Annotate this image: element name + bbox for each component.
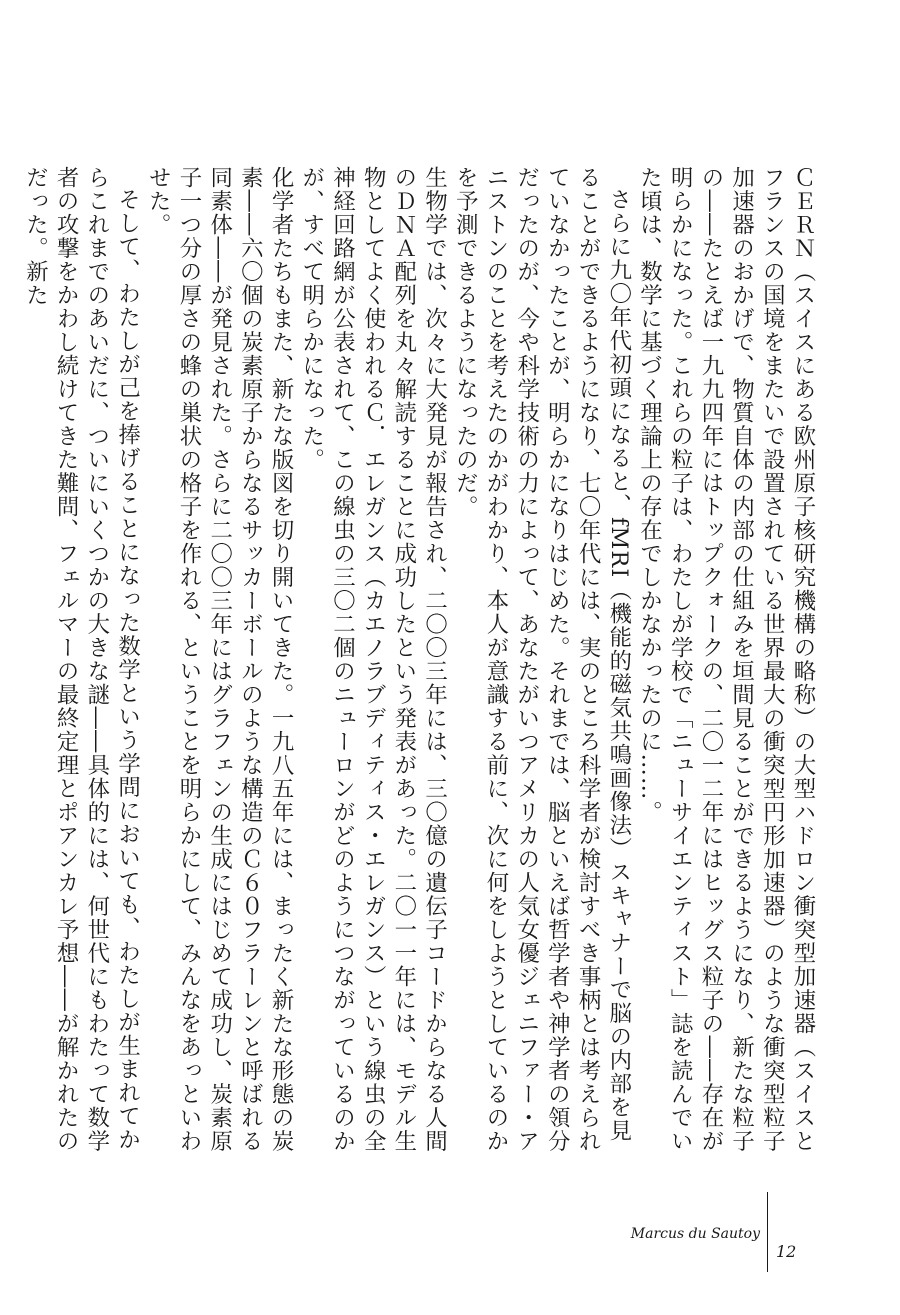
- page-number: 12: [776, 1242, 797, 1261]
- paragraph: 化学者たちもまた、新たな版図を切り開いてきた。一九八五年には、まったく新たな形態の炭素――六〇個の炭素原子からなるサッカーボールのような構造のＣ６０フラーレンと呼ばれる同素体――が発見された。さらに二〇〇三年にはグラフェンの生成にはじめて成功し、炭素原子一つ分の厚さの蜂の巣状の格子を作れる、ということを明らかにして、みんなをあっといわせた。: [145, 166, 295, 1153]
- page-footer: [0, 1192, 900, 1282]
- paragraph: さらに九〇年代初頭になると、fMRI（機能的磁気共鳴画像法）スキャナーで脳の内部を見ることができるようになり、七〇年代には、実のところ科学者が検討すべき事柄とは考えられていなかったことが、明らかになりはじめた。それまでは、脳といえば哲学者や神学者の領分だったのが、今や科学技術の力によって、あなたがいつアメリカの人気女優ジェニファー・アニストンのことを考えたのかがわかり、本人が意識する前に、次に何をしようとしているのかを予測できるようになったのだ。: [452, 166, 632, 1153]
- paragraph: 生物学では、次々に大発見が報告され、二〇〇三年には、三〇億の遺伝子コードからなる人間のＤＮＡ配列を丸々解読することに成功したという発表があった。二〇一一年には、モデル生物としてよく使われるＣ．エレガンス（カエノラブディティス・エレガンス）という線虫の全神経回路網が公表されて、この線虫の三〇二個のニューロンがどのようにつながっているのかが、すべて明らかになった。: [298, 166, 448, 1153]
- footer-divider: [767, 1192, 768, 1272]
- author-name: Marcus du Sautoy: [630, 1226, 760, 1242]
- paragraph: ＣＥＲＮ（スイスにある欧州原子核研究機構の略称）の大型ハドロン衝突型加速器（スイスとフランスの国境をまたいで設置されている世界最大の衝突型円形加速器）のような衝突型粒子加速器のおかげで、物質自体の内部の仕組みを垣間見ることができるようになり、新たな粒子の――たとえば一九九四年にはトップクォークの、二〇一二年にはヒッグス粒子の――存在が明らかになった。これらの粒子は、わたしが学校で「ニューサイエンティスト」誌を読んでいた頃は、数学に基づく理論上の存在でしかなかったのに……。: [636, 166, 816, 1153]
- paragraph: そして、わたしが己を捧げることになった数学という学問においても、わたしが生まれてからこれまでのあいだに、ついにいくつかの大きな謎――具体的には、何世代にもわたって数学者の攻撃をかわし続けてきた難問、フェルマーの最終定理とポアンカレ予想――が解かれたのだった。新た: [22, 166, 141, 1153]
- body-text: [22, 166, 818, 1166]
